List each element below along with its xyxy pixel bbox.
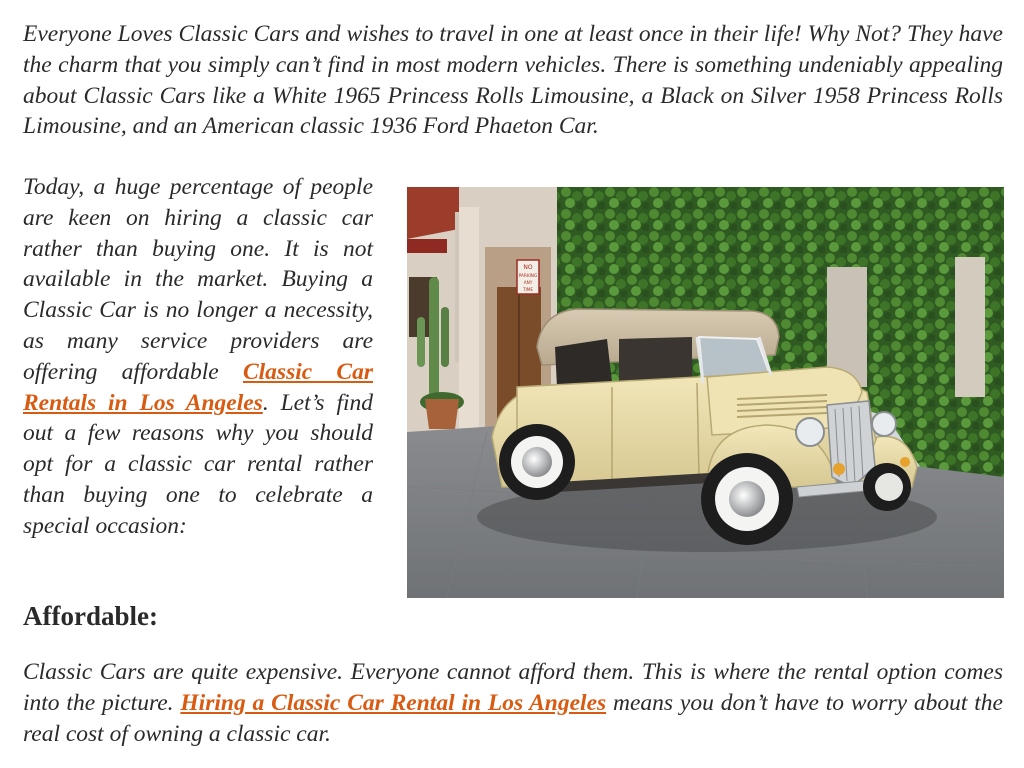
paragraph-text-continued: means you don’t have to worry about the real cost of owning a classic car. [23,689,1003,747]
no-parking-sign [517,260,539,294]
classic-car-photo [407,187,1004,598]
svg-text:PARKING: PARKING [518,273,538,278]
paragraph-text-continued: . Let’s find out a few reasons why you should opt for a classic car rental rather than buying one to celebrate a special occasion: [23,389,373,539]
wall-opening-right [955,257,985,397]
rear-wheel [499,424,575,500]
svg-text:TIME: TIME [522,287,534,292]
headlight [796,418,824,446]
affordable-paragraph [23,657,1003,749]
intro-paragraph: Everyone Loves Classic Cars and wishes to travel in one at least once in their life! Why Not? They have the charm that you simply can’t find in most modern vehicles. There is something undeniably appealing about Classic Cars like a White 1965 Princess Rolls Limousine, a Black on Silver 1958 Princess Rolls Limousine, and an American classic 1936 Ford Phaeton Car. [23,21,1003,140]
headlight [872,412,896,436]
paragraph-text: Classic Cars are quite expensive. Everyone cannot afford them. This is where the rental option comes into the picture. [23,659,1003,716]
section-heading: Affordable: [23,601,158,631]
front-wheel [701,453,793,545]
far-front-wheel [863,463,911,511]
svg-text:ANY: ANY [523,280,533,285]
svg-text:NO: NO [523,264,533,271]
drainpipe [455,212,459,362]
classic-car-rental-paragraph [23,172,373,542]
hiring-classic-car-rental-link[interactable]: Hiring a Classic Car Rental in Los Angeles [180,689,607,716]
awning [407,239,447,253]
classic-car-rentals-link[interactable]: Classic Car Rentals in Los Angeles [23,358,373,416]
paragraph-text: Today, a huge percentage of people are keen on hiring a classic car rather than buying one. It is not available in the market. Buying a Classic Car is no longer a necessity, as many service providers are offering affordable [23,174,373,385]
